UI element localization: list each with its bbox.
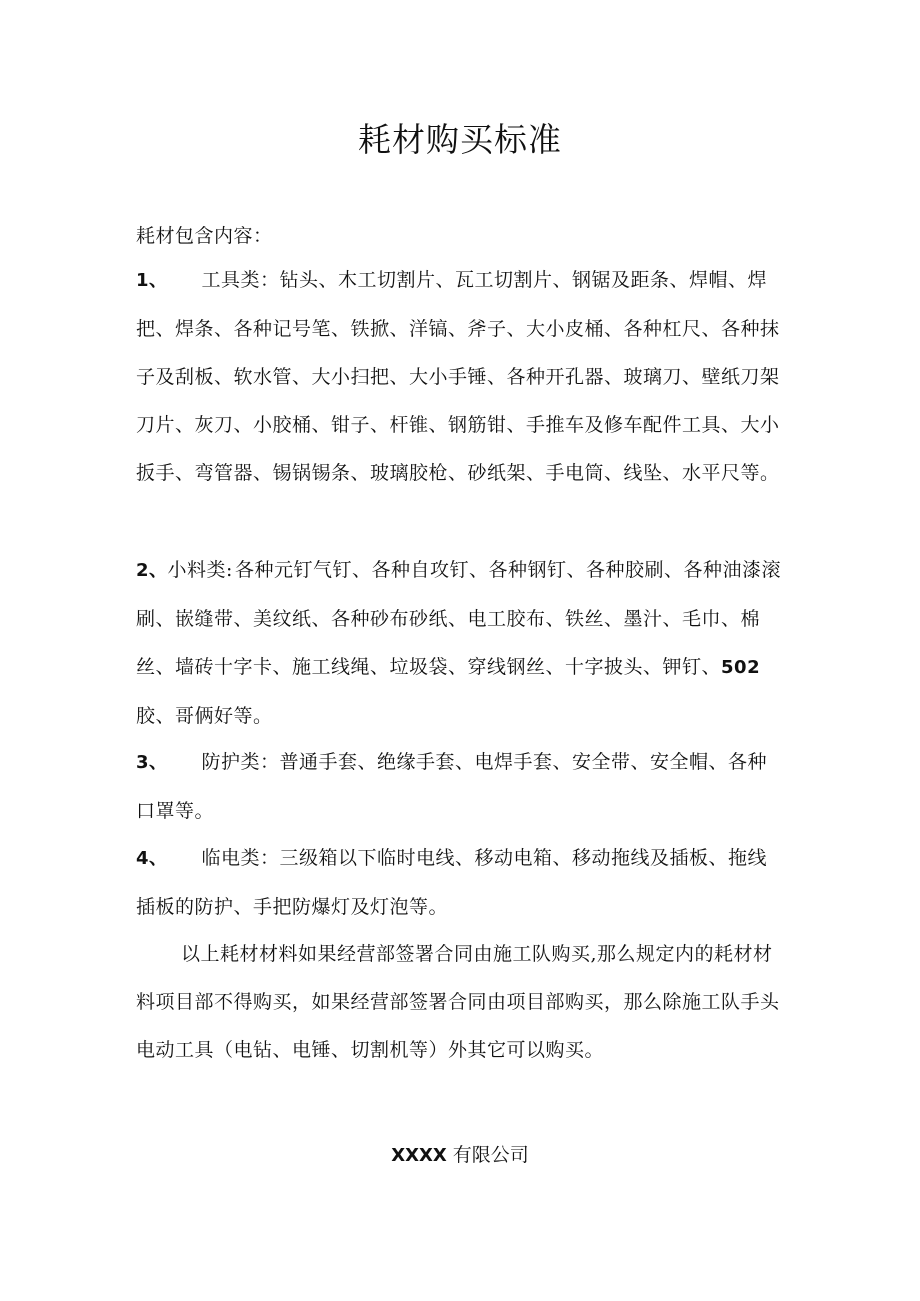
section-label: 小料类: xyxy=(167,559,233,581)
section-text: 防护类：普通手套、绝缘手套、电焊手套、安全带、安全帽、各种口罩等。 xyxy=(136,751,768,822)
closing-paragraph: 以上耗材材料如果经营部签署合同由施工队购买,那么规定内的耗材材料项目部不得购买，如果经营部签署合同由项目部购买，那么除施工队手头电动工具（电钻、电锤、切割机等）外其它可以购买。 xyxy=(136,943,780,1061)
section-small-materials xyxy=(136,546,786,740)
section-number: 3、 xyxy=(136,752,168,773)
page-title: 耗材购买标准 xyxy=(358,120,562,159)
section-text: 工具类：钻头、木工切割片、瓦工切割片、钢锯及距条、焊帽、焊把、焊条、各种记号笔、铁掀、洋镐、斧子、大小皮桶、各种杠尺、各种抹子及刮板、软水管、大小扫把、大小手锤、各种开孔器、玻璃刀、壁纸刀架刀片、灰刀、小胶桶、钳子、杆锥、钢筋钳、手推车及修车配件工具、大小扳手、弯管器、锡锅锡条、玻璃胶枪、砂纸架、手电筒、线坠、水平尺等。 xyxy=(136,269,780,484)
section-number: 4、 xyxy=(136,848,168,869)
section-tools xyxy=(136,256,786,497)
company-name-suffix: 有限公司 xyxy=(452,1144,529,1166)
section-text: 临电类：三级箱以下临时电线、移动电箱、移动拖线及插板、拖线插板的防护、手把防爆灯及灯泡等。 xyxy=(136,847,768,918)
company-signature xyxy=(0,1139,920,1172)
glue-number: 502 xyxy=(721,657,761,678)
section-text-end: 胶、哥俩好等。 xyxy=(136,705,273,727)
section-temporary-electric xyxy=(136,834,786,931)
intro-text: 耗材包含内容： xyxy=(136,225,273,247)
section-protection xyxy=(136,738,786,835)
section-number: 1、 xyxy=(136,270,168,291)
section-text: 各种元钉气钉、各种自攻钉、各种钢钉、各种胶刷、各种油漆滚刷、嵌缝带、美纹纸、各种砂布砂纸、电工胶布、铁丝、墨汁、毛巾、棉丝、墙砖十字卡、施工线绳、垃圾袋、穿线钢丝、十字披头、钾钉、 xyxy=(136,559,781,678)
section-number: 2、 xyxy=(136,560,168,581)
company-name-latin: XXXX xyxy=(391,1145,447,1166)
